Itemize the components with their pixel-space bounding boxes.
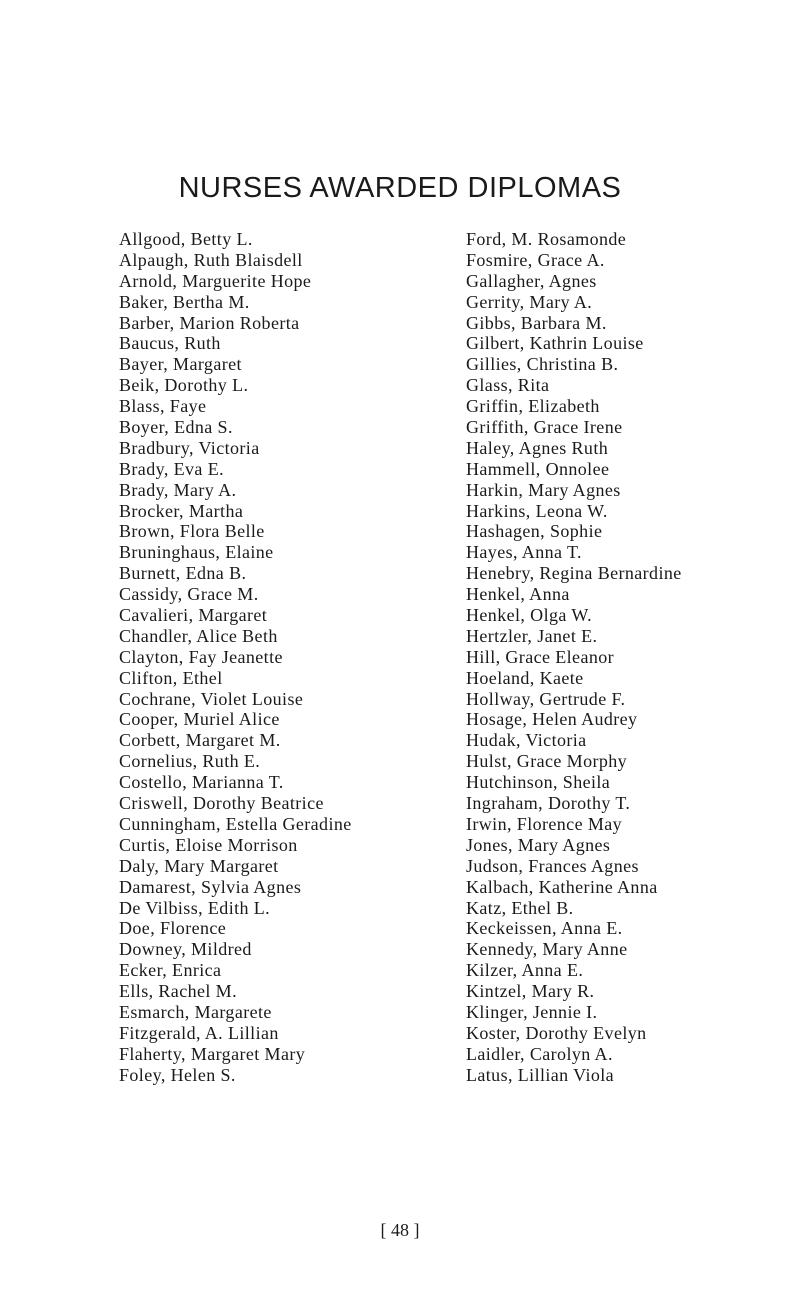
- name-entry: Doe, Florence: [119, 918, 227, 939]
- name-entry: Alpaugh, Ruth Blaisdell: [119, 249, 303, 270]
- name-entry: Glass, Rita: [466, 375, 550, 396]
- name-entry: Damarest, Sylvia Agnes: [119, 876, 302, 897]
- name-entry: Hammell, Onnolee: [466, 458, 610, 479]
- name-entry: Hutchinson, Sheila: [466, 772, 611, 793]
- name-entry: De Vilbiss, Edith L.: [119, 897, 271, 918]
- name-entry: Foley, Helen S.: [119, 1064, 236, 1085]
- name-entry: Ecker, Enrica: [119, 960, 222, 981]
- name-entry: Katz, Ethel B.: [466, 897, 574, 918]
- name-entry: Fitzgerald, A. Lillian: [119, 1022, 279, 1043]
- name-entry: Hayes, Anna T.: [466, 542, 582, 563]
- name-entry: Baucus, Ruth: [119, 333, 221, 354]
- name-entry: Allgood, Betty L.: [119, 229, 253, 249]
- name-entry: Cornelius, Ruth E.: [119, 751, 261, 772]
- name-entry: Hulst, Grace Morphy: [466, 751, 628, 772]
- name-entry: Gerrity, Mary A.: [466, 291, 593, 312]
- name-entry: Hertzler, Janet E.: [466, 625, 598, 646]
- name-entry: Cooper, Muriel Alice: [119, 709, 280, 730]
- name-entry: Irwin, Florence May: [466, 813, 623, 834]
- name-entry: Henkel, Olga W.: [466, 605, 592, 626]
- name-entry: Clayton, Fay Jeanette: [119, 646, 283, 667]
- name-entry: Curtis, Eloise Morrison: [119, 834, 298, 855]
- name-entry: Henebry, Regina Bernardine: [466, 563, 682, 584]
- name-entry: Hoeland, Kaete: [466, 667, 584, 688]
- name-entry: Koster, Dorothy Evelyn: [466, 1022, 647, 1043]
- name-entry: Flaherty, Margaret Mary: [119, 1043, 306, 1064]
- name-entry: Barber, Marion Roberta: [119, 312, 300, 333]
- name-entry: Esmarch, Margarete: [119, 1001, 272, 1022]
- name-entry: Gillies, Christina B.: [466, 354, 619, 375]
- name-entry: Boyer, Edna S.: [119, 417, 233, 438]
- name-entry: Cochrane, Violet Louise: [119, 688, 304, 709]
- name-entry: Hosage, Helen Audrey: [466, 709, 638, 730]
- name-entry: Hill, Grace Eleanor: [466, 646, 615, 667]
- name-entry: Kintzel, Mary R.: [466, 981, 595, 1002]
- name-entry: Kalbach, Katherine Anna: [466, 876, 658, 897]
- name-entry: Harkins, Leona W.: [466, 500, 608, 521]
- name-entry: Gibbs, Barbara M.: [466, 312, 607, 333]
- name-entry: Brown, Flora Belle: [119, 521, 265, 542]
- name-entry: Hollway, Gertrude F.: [466, 688, 626, 709]
- name-entry: Judson, Frances Agnes: [466, 855, 639, 876]
- name-entry: Blass, Faye: [119, 396, 207, 417]
- name-entry: Burnett, Edna B.: [119, 563, 247, 584]
- name-entry: Brady, Mary A.: [119, 479, 237, 500]
- name-entry: Kilzer, Anna E.: [466, 960, 584, 981]
- name-entry: Ells, Rachel M.: [119, 981, 237, 1002]
- name-entry: Bradbury, Victoria: [119, 437, 260, 458]
- left-name-column: [119, 229, 449, 1086]
- right-name-column: [466, 229, 796, 1086]
- name-entry: Brocker, Martha: [119, 500, 244, 521]
- name-entry: Downey, Mildred: [119, 939, 252, 960]
- name-entry: Gilbert, Kathrin Louise: [466, 333, 644, 354]
- name-entry: Haley, Agnes Ruth: [466, 437, 609, 458]
- name-entry: Baker, Bertha M.: [119, 291, 250, 312]
- name-entry: Cavalieri, Margaret: [119, 605, 268, 626]
- name-entry: Kennedy, Mary Anne: [466, 939, 628, 960]
- name-entry: Arnold, Marguerite Hope: [119, 270, 312, 291]
- name-entry: Criswell, Dorothy Beatrice: [119, 793, 324, 814]
- page-title: NURSES AWARDED DIPLOMAS: [178, 172, 622, 204]
- name-entry: Griffith, Grace Irene: [466, 417, 623, 438]
- name-entry: Gallagher, Agnes: [466, 270, 597, 291]
- name-entry: Ingraham, Dorothy T.: [466, 793, 631, 814]
- name-entry: Daly, Mary Margaret: [119, 855, 279, 876]
- name-entry: Henkel, Anna: [466, 584, 570, 605]
- name-entry: Cunningham, Estella Geradine: [119, 813, 352, 834]
- name-entry: Klinger, Jennie I.: [466, 1001, 598, 1022]
- name-entry: Bruninghaus, Elaine: [119, 542, 274, 563]
- name-entry: Fosmire, Grace A.: [466, 249, 605, 270]
- name-entry: Bayer, Margaret: [119, 354, 242, 375]
- name-entry: Keckeissen, Anna E.: [466, 918, 623, 939]
- name-entry: Chandler, Alice Beth: [119, 625, 278, 646]
- name-entry: Beik, Dorothy L.: [119, 375, 249, 396]
- name-entry: Corbett, Margaret M.: [119, 730, 281, 751]
- name-entry: Laidler, Carolyn A.: [466, 1043, 613, 1064]
- name-entry: Latus, Lillian Viola: [466, 1064, 615, 1085]
- name-entry: Costello, Marianna T.: [119, 772, 284, 793]
- name-entry: Ford, M. Rosamonde: [466, 229, 627, 249]
- name-entry: Griffin, Elizabeth: [466, 396, 600, 417]
- name-entry: Hudak, Victoria: [466, 730, 587, 751]
- name-entry: Harkin, Mary Agnes: [466, 479, 621, 500]
- name-entry: Jones, Mary Agnes: [466, 834, 611, 855]
- name-entry: Hashagen, Sophie: [466, 521, 603, 542]
- name-entry: Cassidy, Grace M.: [119, 584, 259, 605]
- name-entry: Brady, Eva E.: [119, 458, 224, 479]
- name-entry: Clifton, Ethel: [119, 667, 223, 688]
- page-number: [ 48 ]: [380, 1220, 420, 1240]
